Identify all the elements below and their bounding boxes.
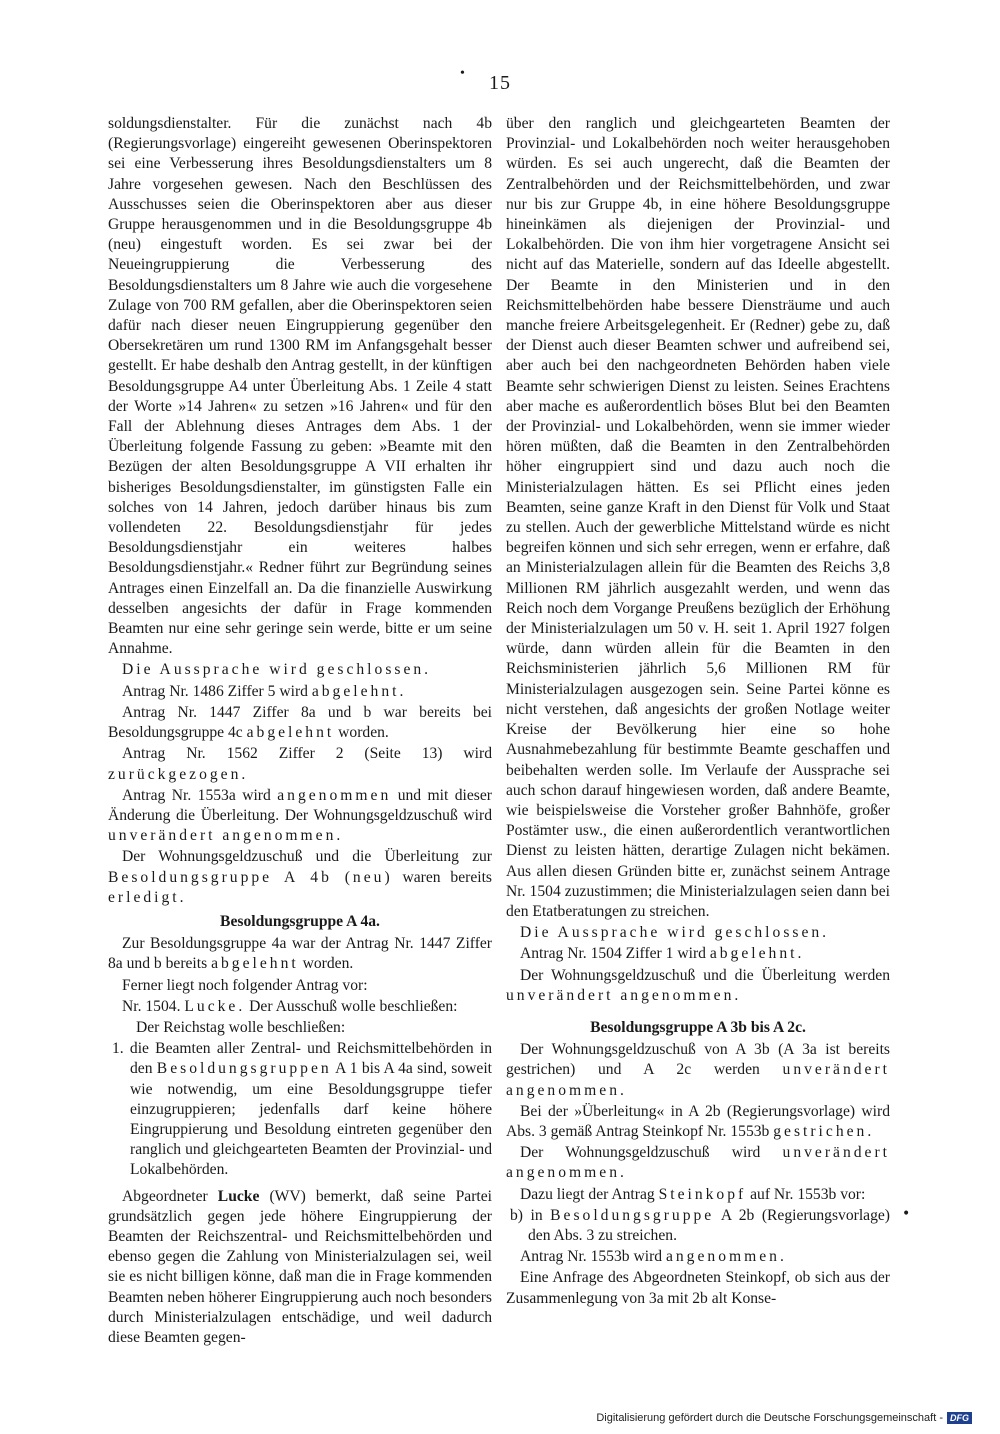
right-p8-text: Dazu liegt der Antrag bbox=[520, 1185, 655, 1203]
left-p13-end: (WV) bemerkt, daß seine Partei grundsätzlich gegen jede höhere Eingruppierung der Beamten der Reichszentral- und Reichsmittelbehörden und ebenso gegen die Zahlung von Ministerialzulagen sei, weil sie es nicht billigen könne, daß man die in Frage kommenden Beamten neben höherer Eingruppierung auch noch besonders durch Ministerialzulagen entschädige, und weil dadurch diese Beamten gegen- bbox=[108, 1187, 492, 1346]
right-p10-spaced: angenommen. bbox=[665, 1248, 787, 1266]
right-paragraph-2: Die Aussprache wird geschlossen. bbox=[520, 924, 830, 942]
left-paragraph-7 bbox=[108, 847, 492, 908]
left-p12-end: A 1 bis A 4a sind, soweit wie notwendig, um eine Besoldungsgruppe tiefer einzugruppieren; jedenfalls darf keine höhere Eingruppierung und Besoldung eintreten gegenüber den ranglich und gleichgearteten Beamten der Provinzial- und Lokalbehörden. bbox=[130, 1060, 492, 1179]
footer-attribution bbox=[596, 1412, 972, 1424]
left-p6-text: Antrag Nr. 1553a wird bbox=[122, 786, 271, 804]
margin-dot: • bbox=[902, 1206, 911, 1222]
left-p6-mid: und mit dieser Änderung die Überleitung. Der Wohnungsgeldzuschuß wird bbox=[108, 786, 492, 824]
left-paragraph-10 bbox=[108, 997, 492, 1017]
right-paragraph-4 bbox=[506, 966, 890, 1006]
right-paragraph-8 bbox=[506, 1185, 890, 1205]
left-p6-spaced: angenommen bbox=[277, 786, 392, 804]
left-p13-name: Lucke bbox=[217, 1187, 260, 1205]
right-p3-spaced: abgelehnt. bbox=[709, 945, 805, 963]
page-number bbox=[0, 66, 1000, 95]
left-paragraph-13 bbox=[108, 1187, 492, 1349]
left-paragraph-5 bbox=[108, 744, 492, 784]
dfg-logo: DFG bbox=[947, 1412, 972, 1424]
right-p3-text: Antrag Nr. 1504 Ziffer 1 wird bbox=[520, 945, 706, 963]
page-mark-dot: • bbox=[460, 66, 466, 81]
right-p4-spaced: unverändert angenommen. bbox=[506, 986, 742, 1004]
page-number-text: 15 bbox=[489, 72, 511, 94]
left-p10-number: Nr. 1504. bbox=[122, 997, 181, 1015]
left-paragraph-6 bbox=[108, 786, 492, 847]
left-p7-text: Der Wohnungsgeldzuschuß und die Überleitung zur bbox=[122, 848, 492, 866]
right-p7-text: Der Wohnungsgeldzuschuß wird bbox=[520, 1144, 761, 1162]
right-paragraph-9 bbox=[506, 1206, 890, 1246]
left-p10-text: Der Ausschuß wolle beschließen: bbox=[249, 997, 458, 1015]
left-p8-spaced: abgelehnt bbox=[211, 955, 299, 973]
right-paragraph-3 bbox=[506, 944, 890, 964]
right-p10-text: Antrag Nr. 1553b wird bbox=[520, 1248, 663, 1266]
left-paragraph-4 bbox=[108, 703, 492, 743]
left-paragraph-11: Der Reichstag wolle beschließen: bbox=[136, 1018, 346, 1036]
left-p7-mid: waren bereits bbox=[402, 868, 492, 886]
left-paragraph-12 bbox=[108, 1039, 492, 1180]
left-paragraph-1: soldungsdienstalter. Für die zunächst nach 4b (Regierungsvorlage) eingereiht gewesenen Oberinspektoren sei eine Verbesserung ihres Besoldungsdienstalters um 8 Jahre vorgesehen gewesen. Nach den Beschlüssen des Ausschusses seien die Oberinspektoren aber aus dieser Gruppe herausgenommen und in die Besoldungsgruppe 4b (neu) eingestuft worden. Es sei zwar bei der Neueingruppierung die Verbesserung des Besoldungsdienstalters um 8 Jahre wie auch die vorgesehene Zulage von 700 RM gefallen, aber die Oberinspektoren seien dafür nach dieser neuen Eingruppierung gegenüber den Obersekretären um rund 1300 RM im Anfangsgehalt besser gestellt. Er habe deshalb den Antrag gestellt, in der künftigen Besoldungsgruppe A4 unter Überleitung Abs. 1 Zeile 4 statt der Worte »14 Jahren« zu setzen »16 Jahren« und für den Fall der Ablehnung dieses Antrages dem Abs. 1 der Überleitung folgende Fassung zu geben: »Beamte mit den Bezügen der alten Besoldungsgruppe A VII erhalten ihr bisheriges Besoldungsdienstalter, im günstigsten Falle ein solches von 14 Jahren, jedoch darüber hinaus bis zum vollendeten 22. Besoldungsdienstjahr für jedes Besoldungsdienstjahr ein weiteres halbes Besoldungsdienstjahr.« Redner führt zur Begründung seines Antrages einen Einzelfall an. Da die finanzielle Auswirkung desselben angesichts der dafür in Frage kommenden Beamten nur eine sehr geringe sein werde, bitte er um seine Annahme. bbox=[108, 115, 492, 658]
section-heading-a4a: Besoldungsgruppe A 4a. bbox=[220, 912, 380, 930]
section-heading-a3b: Besoldungsgruppe A 3b bis A 2c. bbox=[590, 1018, 806, 1036]
right-p6-spaced: gestrichen. bbox=[773, 1122, 875, 1140]
right-p8-spaced: Steinkopf bbox=[658, 1185, 747, 1203]
right-p9-text: b) in bbox=[510, 1206, 543, 1224]
right-column bbox=[506, 114, 890, 1310]
left-p6-spaced-2: unverändert angenommen. bbox=[108, 827, 344, 845]
right-p6-text: Bei der »Überleitung« in A 2b (Regierungsvorlage) wird Abs. 3 gemäß Antrag Steinkopf Nr. 1553b bbox=[506, 1102, 890, 1140]
right-paragraph-6 bbox=[506, 1102, 890, 1142]
left-p4-spaced: abgelehnt bbox=[246, 724, 335, 742]
right-p5-spaced: unverändert angenommen. bbox=[506, 1061, 890, 1099]
left-p12-text: 1. die Beamten aller Zentral- und Reichsmittelbehörden in den bbox=[112, 1040, 492, 1078]
right-paragraph-5 bbox=[506, 1040, 890, 1101]
left-p5-spaced: zurückgezogen. bbox=[108, 765, 249, 783]
right-p9-end: A 2b (Regierungsvorlage) den Abs. 3 zu streichen. bbox=[528, 1206, 890, 1244]
left-p8-text: Zur Besoldungsgruppe 4a war der Antrag Nr. 1447 Ziffer 8a und b bereits bbox=[108, 935, 492, 973]
right-p4-text: Der Wohnungsgeldzuschuß und die Überleitung werden bbox=[520, 966, 890, 984]
left-paragraph-2: Die Aussprache wird geschlossen. bbox=[122, 661, 432, 679]
footer-text: Digitalisierung gefördert durch die Deutsche Forschungsgemeinschaft - bbox=[596, 1412, 943, 1424]
left-paragraph-8 bbox=[108, 934, 492, 974]
right-p7-spaced: unverändert angenommen. bbox=[506, 1144, 890, 1182]
left-p13-text: Abgeordneter bbox=[122, 1187, 208, 1205]
left-paragraph-9: Ferner liegt noch folgender Antrag vor: bbox=[122, 976, 368, 994]
left-p4-text: Antrag Nr. 1447 Ziffer 8a und b war bereits bei Besoldungsgruppe 4c bbox=[108, 703, 492, 742]
left-p7-spaced-2: erledigt. bbox=[108, 888, 187, 906]
left-paragraph-3 bbox=[108, 682, 492, 702]
left-p5-text: Antrag Nr. 1562 Ziffer 2 (Seite 13) wird bbox=[122, 745, 492, 763]
left-p3-spaced: abgelehnt. bbox=[311, 682, 407, 700]
left-column bbox=[108, 114, 492, 1349]
right-p5-text: Der Wohnungsgeldzuschuß von A 3b (A 3a ist bereits gestrichen) und A 2c werden bbox=[506, 1041, 890, 1079]
left-p10-name: Lucke. bbox=[184, 997, 246, 1015]
left-p3-text: Antrag Nr. 1486 Ziffer 5 wird bbox=[122, 682, 308, 700]
left-p7-spaced: Besoldungsgruppe A 4b (neu) bbox=[108, 868, 393, 886]
left-p12-spaced: Besoldungsgruppen bbox=[156, 1060, 332, 1078]
right-paragraph-10 bbox=[506, 1247, 890, 1267]
left-p4-end: worden. bbox=[338, 724, 389, 742]
right-paragraph-11: Eine Anfrage des Abgeordneten Steinkopf, ob sich aus der Zusammenlegung von 3a mit 2b alt Konse- bbox=[506, 1269, 890, 1307]
right-p9-spaced: Besoldungsgruppe bbox=[550, 1206, 715, 1224]
right-paragraph-1: über den ranglich und gleichgearteten Beamten der Provinzial- und Lokalbehörden noch weiter herausgehoben würden. Es sei auch ungerecht, daß die Beamten der Zentralbehörden und der Reichsmittelbehörden, und zwar nur bis zur Gruppe 4b, in eine höhere Besoldungsgruppe hineinkämen als diejenigen der Provinzial- und Lokalbehörden. Die von ihm hier vorgetragene Ansicht sei nicht auf das Materielle, sondern auf das Ideelle abgestellt. Der Beamte in den Ministerien und in den Reichsmittelbehörden habe bessere Diensträume und auch manche freiere Arbeitsgelegenheit. Er (Redner) gebe zu, daß der Dienst auch dieser Beamten schwer und aufreibend sei, aber auch bei den nachgeordneten Behörden haben viele Beamte sehr schwierigen Dienst zu leisten. Seines Erachtens aber mache es außerordentlich böses Blut bei den Beamten der Provinzial- und Lokalbehörden, wenn sie immer wieder hören müßten, daß die Beamten in den Zentralbehörden höher eingruppiert sind und dazu auch noch die Ministerialzulagen hätten. Es sei Pflicht eines jeden Beamten, seine ganze Kraft in den Dienst für Volk und Staat zu stellen. Auch der gewerbliche Mittelstand würde es nicht begreifen können und sich sehr erregen, wenn er erfahre, daß an Ministerialzulagen allein für die Beamten des Reichs 3,8 Millionen RM jährlich ausgezahlt werden, und wenn das Reich noch dem Vorgange Preußens bezüglich der Erhöhung der Ministerialzulagen um 50 v. H. seit 1. April 1927 folgen würde, dann würden allein für die Beamten in den Reichsministerien jährlich 5,6 Millionen RM für Ministerialzulagen ausgezogen sein. Seine Partei könne es nicht verstehen, daß angesichts der großen Notlage weiter Kreise der Bevölkerung hier eine so hohe Ausnahmebezahlung für bestimmte Beamte geschaffen und beibehalten werden solle. Im Verlaufe der Aussprache sei auch schon darauf hingewiesen worden, daß andere Beamte, wie beispielsweise die Vorsteher großer Bahnhöfe, großer Postämter usw., die einen außerordentlich verantwortlichen Dienst zu leisten hätten, derartige Zulagen nicht bekämen. Aus allen diesen Gründen bitte er, zunächst seinem Antrage Nr. 1504 zuzustimmen; die Ministerialzulagen seien dann bei den Etatberatungen zu streichen. bbox=[506, 115, 890, 920]
right-paragraph-7 bbox=[506, 1143, 890, 1183]
right-p8-end: auf Nr. 1553b vor: bbox=[750, 1185, 866, 1203]
left-p8-end: worden. bbox=[302, 955, 354, 973]
